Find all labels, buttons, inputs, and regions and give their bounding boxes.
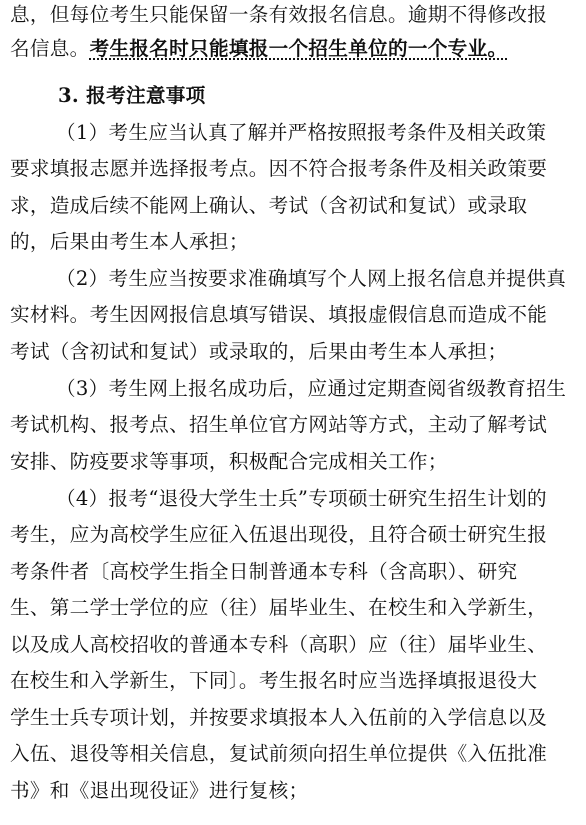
text-line: 以及成人高校招收的普通本专科（高职）应（往）届毕业生、 <box>10 633 548 656</box>
text-line: 要求填报志愿并选择报考点。因不符合报考条件及相关政策要 <box>10 157 548 180</box>
text-line <box>10 32 578 66</box>
text-line: 学生士兵专项计划，并按要求填报本人入伍前的入学信息以及 <box>10 706 548 729</box>
text-line: （1）考生应当认真了解并严格按照报考条件及相关政策 <box>56 121 547 144</box>
section-heading: 3. 报考注意事项 <box>58 84 206 107</box>
text-line: 考条件者〔高校学生指全日制普通本专科（含高职）、研究 <box>10 560 518 583</box>
text-line: （4）报考“退役大学生士兵”专项硕士研究生招生计划的 <box>56 487 547 510</box>
text-line: 生、第二学士学位的应（往）届毕业生、在校生和入学新生， <box>10 596 548 619</box>
text-line: 考试机构、报考点、招生单位官方网站等方式，主动了解考试 <box>10 413 548 436</box>
text-line: 实材料。考生因网报信息填写错误、填报虚假信息而造成不能 <box>10 303 548 326</box>
text-line: 安排、防疫要求等事项，积极配合完成相关工作； <box>10 450 448 473</box>
text-line: 息，但每位考生只能保留一条有效报名信息。逾期不得修改报 <box>10 3 548 26</box>
text-span: 名信息。 <box>10 37 90 60</box>
text-line: 考试（含初试和复试）或录取的，后果由考生本人承担； <box>10 340 508 363</box>
text-line: 入伍、退役等相关信息，复试前须向招生单位提供《入伍批准 <box>10 742 548 765</box>
text-line: 在校生和入学新生，下同〕。考生报名时应当选择填报退役大 <box>10 669 538 692</box>
text-line: （2）考生应当按要求准确填写个人网上报名信息并提供真 <box>56 267 567 290</box>
text-line: （3）考生网上报名成功后，应通过定期查阅省级教育招生 <box>56 377 567 400</box>
text-line: 求，造成后续不能网上确认、考试（含初试和复试）或录取 <box>10 194 528 217</box>
text-line: 书》和《退出现役证》进行复核； <box>10 779 309 802</box>
text-line: 考生，应为高校学生应征入伍退出现役，且符合硕士研究生报 <box>10 523 548 546</box>
text-line: 的，后果由考生本人承担； <box>10 230 249 253</box>
emphasis-text: 考生报名时只能填报一个招生单位的一个专业。 <box>89 37 508 60</box>
